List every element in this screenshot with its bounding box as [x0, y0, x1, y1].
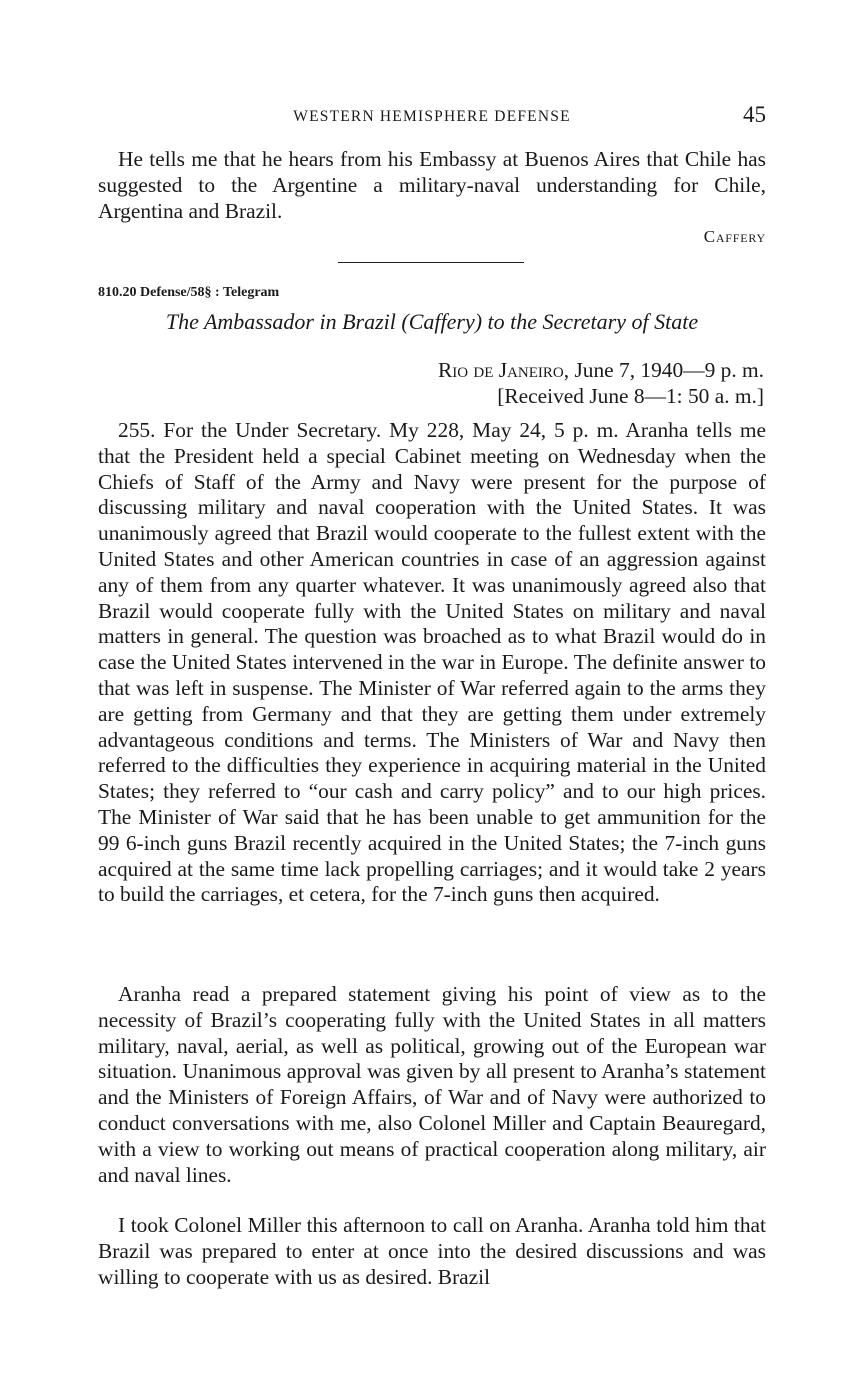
- body-paragraph-3: I took Colonel Miller this afternoon to call on Aranha. Aranha told him that Brazil was prepared to enter at once into the desired discussions and was willing to cooperate with us as desired. Brazil: [98, 1213, 766, 1289]
- running-header: [98, 104, 766, 130]
- dateline-date: June 7, 1940—9 p. m.: [569, 358, 764, 382]
- file-reference: 810.20 Defense/58§ : Telegram: [98, 285, 280, 300]
- dateline: [438, 358, 764, 410]
- running-title: WESTERN HEMISPHERE DEFENSE: [293, 108, 571, 125]
- dateline-received: [Received June 8—1: 50 a. m.]: [497, 383, 764, 408]
- dateline-sent: [438, 358, 764, 384]
- opening-signature: Caffery: [703, 227, 766, 246]
- dateline-place: Rio de Janeiro,: [437, 358, 570, 382]
- section-divider: [338, 262, 524, 263]
- document-title: The Ambassador in Brazil (Caffery) to the Secretary of State: [165, 309, 699, 334]
- body-paragraph-1: 255. For the Under Secretary. My 228, May 24, 5 p. m. Aranha tells me that the President held a special Cabinet meeting on Wednesday when the Chiefs of Staff of the Army and Navy were present for the purpose of discussing military and naval cooperation with the United States. It was unanimously agreed that Brazil would cooperate to the fullest extent with the United States and other American countries in case of an aggression against any of them from any quarter whatever. It was unanimously agreed also that Brazil would cooperate fully with the United States on military and naval matters in general. The question was broached as to what Brazil would do in case the United States intervened in the war in Europe. The definite answer to that was left in suspense. The Minister of War referred again to the arms they are getting from Germany and that they are getting them under extremely advantageous conditions and terms. The Ministers of War and Navy then referred to the difficulties they experience in acquiring material in the United States; they referred to “our cash and carry policy” and to our high prices. The Minister of War said that he has been unable to get ammunition for the 99 6-inch guns Brazil recently acquired in the United States; the 7-inch guns acquired at the same time lack propelling carriages; and it would take 2 years to build the carriages, et cetera, for the 7-inch guns then acquired.: [98, 418, 766, 907]
- opening-paragraph: He tells me that he hears from his Embassy at Buenos Aires that Chile has suggested to the Argentine a military-naval understanding for Chile, Argentina and Brazil.: [98, 147, 766, 223]
- page-number: 45: [743, 102, 766, 127]
- body-paragraph-2: Aranha read a prepared statement giving his point of view as to the necessity of Brazil’s cooperating fully with the United States in all matters military, naval, aerial, as well as political, growing out of the European war situation. Unanimous approval was given by all present to Aranha’s statement and the Ministers of Foreign Affairs, of War and of Navy were authorized to conduct conversations with me, also Colonel Miller and Captain Beauregard, with a view to working out means of practical cooperation along military, air and naval lines.: [98, 982, 766, 1187]
